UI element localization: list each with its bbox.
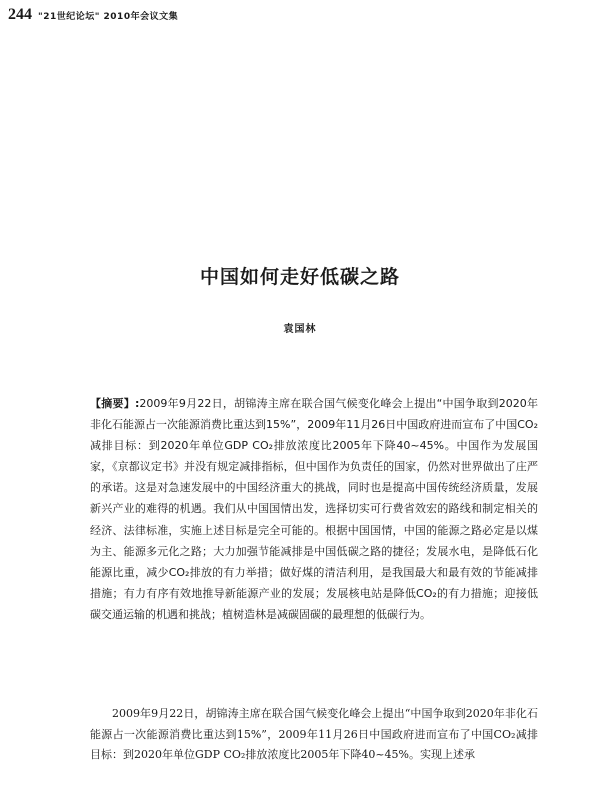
article-author: 袁国林 (283, 324, 317, 335)
page-number: 244 (8, 6, 32, 23)
abstract-text: 2009年9月22日，胡锦涛主席在联合国气候变化峰会上提出“中国争取到2020年非化石能源占一次能源消费比重达到15%”，2009年11月26日中国政府进而宣布了中国CO₂减排目标：到2020年单位GDP CO₂排放浓度比2005年下降40~45%。中国作为发展国家，《京都议定书》并没有规定减排指标，但中国作为负责任的国家，仍然对世界做出了庄严的承诺。这是对急速发展中的中国经济重大的挑战，同时也是提高中国传统经济质量，发展新兴产业的难得的机遇。我们从中国国情出发，选择切实可行费省效宏的路线和制定相关的经济、法律标准，实施上述目标是完全可能的。根据中国国情，中国的能源之路必定是以煤为主、能源多元化之路；大力加强节能减排是中国低碳之路的捷径；发展水电，是降低石化能源比重，减少CO₂排放的有力举措；做好煤的清洁利用，是我国最大和最有效的节能减排措施；有力有序有效地推导新能源产业的发展；发展核电站是降低CO₂的有力措施；迎接低碳交通运输的机遇和挑战；植树造林是减碳固碳的最理想的低碳行为。 (90, 397, 538, 621)
article-title: 中国如何走好低碳之路 (199, 266, 400, 288)
abstract (90, 393, 538, 625)
running-head: "21世纪论坛" 2010年会议文集 (38, 12, 179, 22)
abstract-label: 【摘要】: (90, 397, 140, 410)
page-header (8, 6, 178, 24)
body-paragraph: 2009年9月22日，胡锦涛主席在联合国气候变化峰会上提出“中国争取到2020年非化石能源占一次能源消费比重达到15%”，2009年11月26日中国政府进而宣布了中国CO₂减排目标：到2020年单位GDP CO₂排放浓度比2005年下降40~45%。实现上述承 (90, 707, 538, 762)
